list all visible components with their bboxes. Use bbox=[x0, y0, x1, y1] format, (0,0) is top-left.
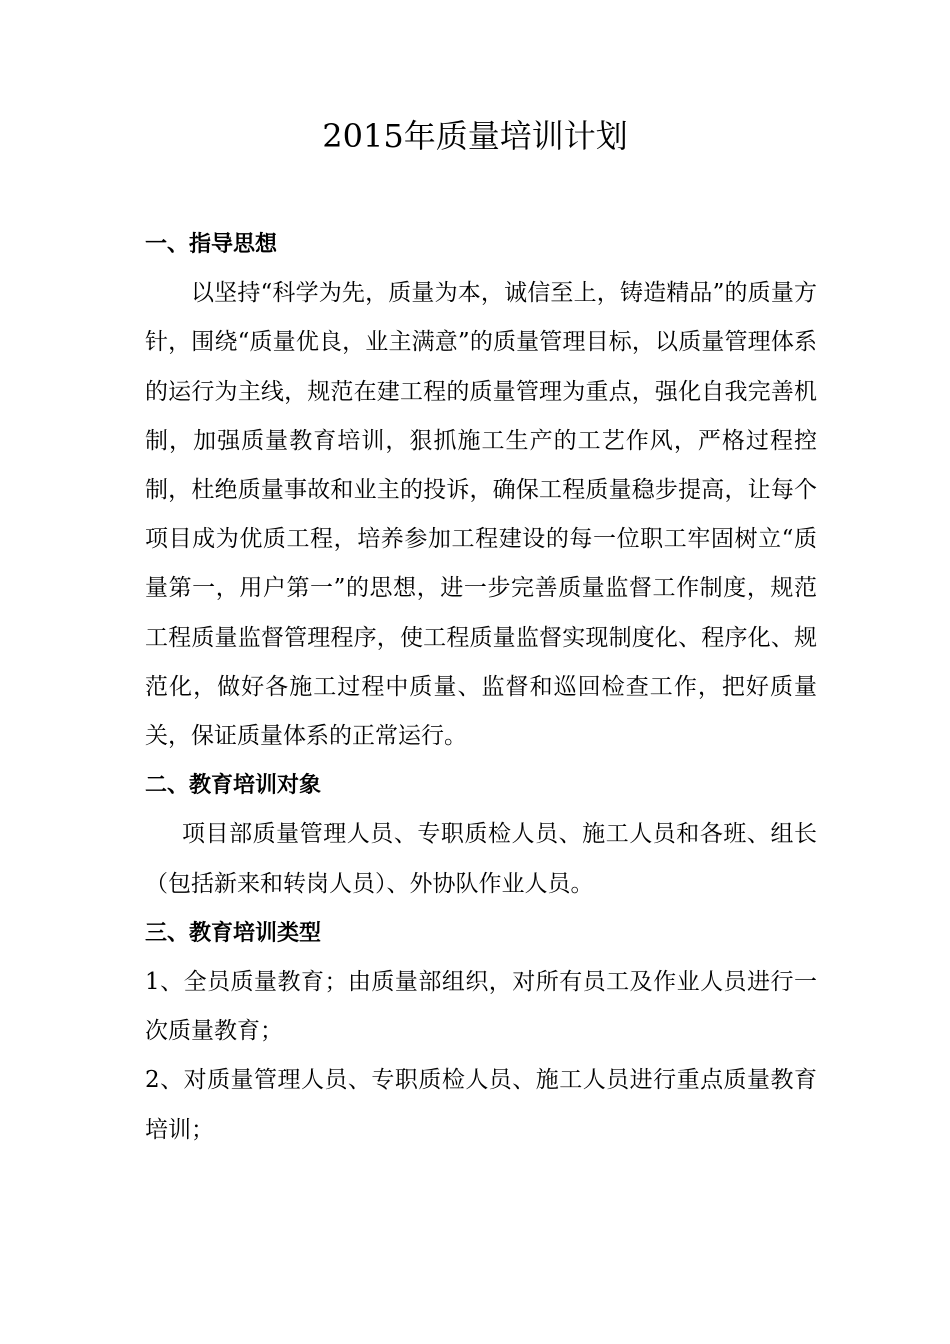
document-title: 2015年质量培训计划 bbox=[322, 117, 628, 155]
section-heading: 三、教育培训类型 bbox=[145, 920, 322, 946]
list-item: 2、对质量管理人员、专职质检人员、施工人员进行重点质量教育培训； bbox=[145, 1067, 817, 1143]
section-heading: 一、指导思想 bbox=[145, 232, 278, 257]
section-training-targets bbox=[145, 761, 817, 909]
section-paragraph: 以坚持“科学为先，质量为本，诚信至上，铸造精品”的质量方针，围绕“质量优良，业主满意”的质量管理目标，以质量管理体系的运行为主线，规范在建工程的质量管理为重点，强化自我完善机制，加强质量教育培训，狠抓施工生产的工艺作风，严格过程控制，杜绝质量事故和业主的投诉，确保工程质量稳步提高，让每个项目成为优质工程，培养参加工程建设的每一位职工牢固树立“质量第一，用户第一”的思想，进一步完善质量监督工作制度，规范工程质量监督管理程序，使工程质量监督实现制度化、程序化、规范化，做好各施工过程中质量、监督和巡回检查工作，把好质量关，保证质量体系的正常运行。 bbox=[145, 280, 817, 750]
section-paragraph: 项目部质量管理人员、专职质检人员、施工人员和各班、组长（包括新来和转岗人员）、外协队作业人员。 bbox=[145, 821, 817, 897]
section-guiding-ideology bbox=[145, 220, 817, 761]
document-body bbox=[145, 220, 817, 1155]
section-training-types bbox=[145, 909, 817, 1155]
list-item: 1、全员质量教育；由质量部组织，对所有员工及作业人员进行一次质量教育； bbox=[145, 969, 817, 1045]
section-heading: 二、教育培训对象 bbox=[145, 773, 322, 799]
